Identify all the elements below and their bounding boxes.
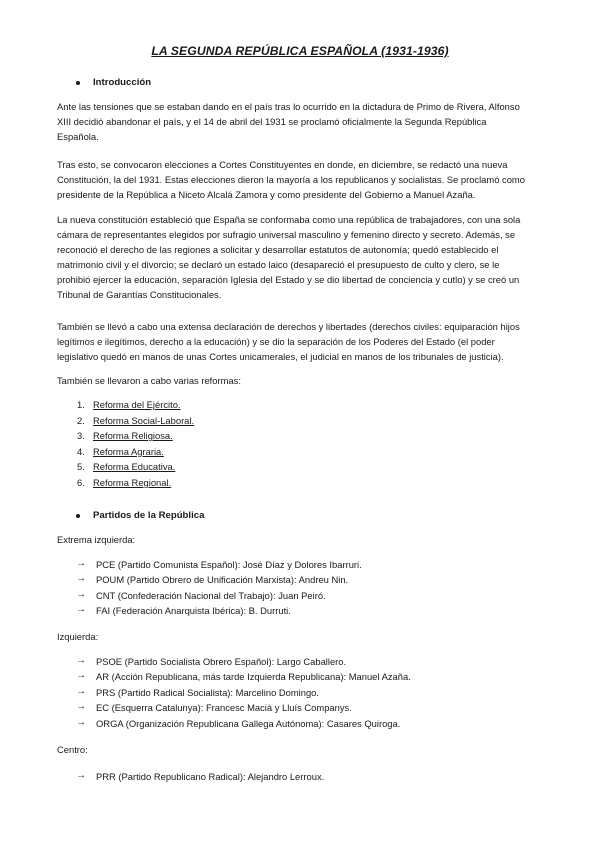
paragraph-elections — [57, 157, 547, 202]
paragraph-line: Española. — [57, 131, 99, 142]
paragraph-line: La nueva constitución estableció que España se conformaba como una república de trabajadores, con una sola — [57, 214, 521, 225]
paragraph-line: legislativo quedó en manos de unas Cortes unicamerales, el judicial en manos de los tribunales de justicia). — [57, 351, 504, 362]
paragraph-line: presidente de la República a Niceto Alcalá Zamora y como presidente del Gobierno a Manuel Azaña. — [57, 189, 476, 200]
arrow-icon: → — [76, 655, 86, 666]
arrow-icon: → — [76, 716, 86, 728]
reform-link[interactable]: Reforma Regional. — [93, 476, 172, 488]
group-label-center: Centro: — [57, 744, 88, 755]
arrow-icon: → — [76, 604, 86, 616]
paragraph-line: cámara de representantes elegidos por sufragio universal masculino y femenino directo y secreto. Además, se — [57, 229, 516, 240]
paragraph-line: prohibió ejercer la educación, separación Iglesia del Estado y se dio libertad de conciencia y cutlo) y se creó un — [57, 274, 520, 285]
paragraph-intro — [57, 99, 547, 144]
arrow-icon: → — [76, 685, 86, 697]
party-label: POUM (Partido Obrero de Unificación Marxista): Andreu Nin. — [96, 574, 349, 586]
arrow-icon: → — [76, 701, 86, 713]
paragraph-line: Ante las tensiones que se estaban dando en el país tras lo ocurrido en la dictadura de Primo de Rivera, Alfonso — [57, 101, 520, 112]
party-label: CNT (Confederación Nacional del Trabajo): Juan Peiró. — [96, 589, 326, 601]
party-label: PRS (Partido Radical Socialista): Marcelino Domingo. — [96, 686, 320, 698]
paragraph-line: También se llevó a cabo una extensa declaración de derechos y libertades (derechos civiles: equiparación hijos — [57, 321, 520, 332]
party-label: ORGA (Organización Republicana Gallega Autónoma): Casares Quiroga. — [96, 717, 401, 729]
reform-link[interactable]: Reforma Agraria. — [93, 445, 164, 457]
arrow-icon: → — [76, 573, 86, 585]
bullet-dot — [76, 514, 80, 518]
page-title: LA SEGUNDA REPÚBLICA ESPAÑOLA (1931-1936) — [151, 44, 449, 58]
reform-link[interactable]: Reforma Religiosa. — [93, 430, 173, 442]
party-label: PRR (Partido Republicano Radical): Alejandro Lerroux. — [96, 771, 325, 782]
party-label: FAI (Federación Anarquista Ibérica): B. Durruti. — [96, 605, 291, 617]
arrow-icon: → — [76, 770, 86, 781]
reform-link[interactable]: Reforma Social-Laboral. — [93, 414, 195, 426]
party-label: PSOE (Partido Socialista Obrero Español): Largo Caballero. — [96, 656, 347, 667]
arrow-icon: → — [76, 588, 86, 600]
paragraph-line: matrimonio civil y el divorcio; se declaró un estado laico (desapareció el presupuesto de culto y clero, se le — [57, 259, 500, 270]
group-label-extreme-left: Extrema izquierda: — [57, 534, 136, 545]
arrow-icon: → — [76, 558, 86, 569]
party-label: EC (Esquerra Catalunya): Francesc Macià y Lluís Companys. — [96, 702, 352, 714]
reform-number: 1. — [77, 399, 85, 410]
paragraph-line: XIII decidió abandonar el país, y el 14 de abril del 1931 se proclamó oficialmente la Segunda República — [57, 116, 487, 127]
reform-number: 4. — [77, 445, 85, 457]
arrow-icon: → — [76, 670, 86, 682]
reform-number: 2. — [77, 414, 85, 426]
paragraph-line: reconoció el derecho de las regiones a solicitar y desarrollar estatutos de autonomía; quedó establecido el — [57, 244, 499, 255]
paragraph-line: Tras esto, se convocaron elecciones a Cortes Constituyentes en donde, en diciembre, se redactó una nueva — [57, 159, 508, 170]
reform-link[interactable]: Reforma del Ejército. — [93, 399, 181, 410]
paragraph-line: Tribunal de Garantías Constitucionales. — [57, 289, 222, 300]
reform-number: 5. — [77, 461, 85, 473]
party-label: PCE (Partido Comunista Español): José Díaz y Dolores Ibarruri. — [96, 559, 362, 570]
reforms-intro: También se llevaron a cabo varias reformas: — [57, 375, 241, 386]
paragraph-line: Constitución, la del 1931. Estas elecciones dieron la mayoría a los republicanos y socialistas. Se proclamó como — [57, 174, 525, 185]
intro-heading-label: Introducción — [93, 77, 152, 88]
reform-number: 3. — [77, 430, 85, 442]
paragraph-rights — [57, 319, 547, 364]
party-label: AR (Acción Republicana, más tarde Izquierda Republicana): Manuel Azaña. — [96, 671, 411, 683]
paragraph-constitution — [57, 212, 547, 302]
parties-heading-label: Partidos de la República — [93, 510, 205, 521]
reform-number: 6. — [77, 476, 85, 488]
bullet-dot — [76, 81, 80, 85]
reform-link[interactable]: Reforma Educativa. — [93, 461, 176, 473]
group-label-left: Izquierda: — [57, 631, 99, 642]
paragraph-line: legítimos e ilegítimos, derecho a la educación) y se dio la separación de los Poderes del Estado (el poder — [57, 336, 495, 347]
